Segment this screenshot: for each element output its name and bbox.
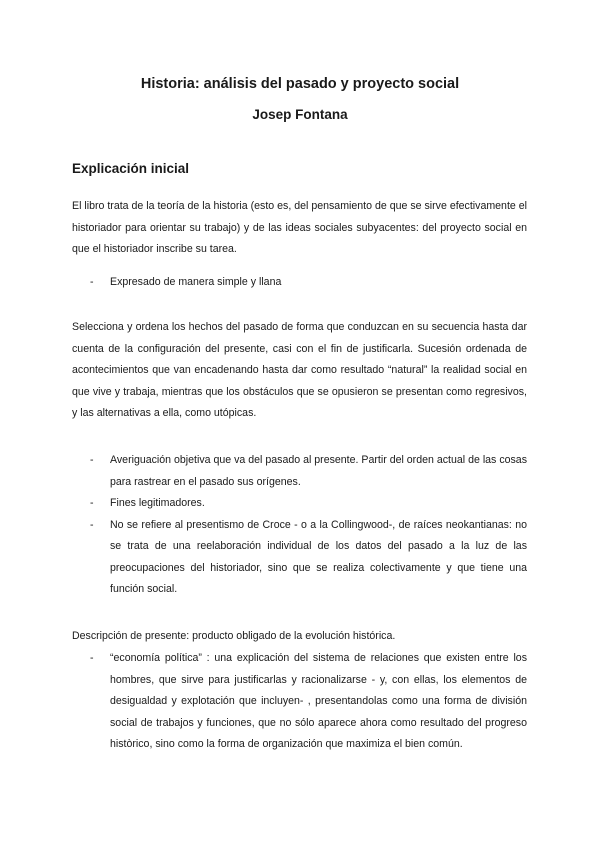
list-item [72, 515, 527, 601]
list-item-text: Fines legitimadores. [110, 497, 205, 509]
list-item [72, 493, 527, 515]
list-item-text: “economía política” : una explicación del sistema de relaciones que existen entre los hombres, que sirve para justificarlas y racionalizarse - y, con ellas, los elementos de desigualdad y explotación que incluyen- , presentandolas como una forma de división social de trabajos y funciones, que no sólo aparece ahora como resultado del progreso històrico, sino como la forma de organización que maximiza el bien común. [110, 652, 527, 750]
list-item-text: No se refiere al presentismo de Croce - o a la Collingwood-, de raíces neokantianas: no se trata de una reelaboración individual de los datos del pasado a la luz de las preocupaciones del historiador, sino que se realiza colectivamente y que tiene una función social. [110, 518, 527, 595]
bullet-dash: - [90, 518, 94, 531]
bullet-dash: - [90, 454, 94, 466]
list-item [72, 272, 527, 294]
list-item [72, 648, 527, 756]
list-item-text: Expresado de manera simple y llana [110, 276, 282, 288]
bullet-dash: - [90, 497, 94, 509]
bullet-list-1 [72, 272, 527, 294]
list-item [72, 450, 527, 493]
bullet-dash: - [90, 652, 94, 664]
paragraph-intro: El libro trata de la teoría de la historia (esto es, del pensamiento de que se sirve efectivamente el historiador para orientar su trabajo) y de las ideas sociales subyacentes: del proyecto social en que el historiador inscribe su tarea. [72, 200, 527, 255]
bullet-list-3 [72, 648, 527, 756]
document-title: Historia: análisis del pasado y proyecto social [140, 76, 460, 92]
section-heading: Explicación inicial [72, 161, 190, 176]
paragraph-selection: Selecciona y ordena los hechos del pasado de forma que conduzcan en su secuencia hasta dar cuenta de la configuración del presente, casi con el fin de justificarla. Sucesión ordenada de acontecimientos que van encadenando hasta dar como resultado “natural” la realidad social en que vive y trabaja, mientras que los obstáculos que se opusieron se presentan como regresivos, y las alternativas a ella, como utópicas. [72, 321, 527, 419]
list-item-text: Averiguación objetiva que va del pasado al presente. Partir del orden actual de las cosas para rastrear en el pasado sus orígenes. [110, 454, 527, 488]
paragraph-description: Descripción de presente: producto obligado de la evolución histórica. [72, 630, 396, 642]
bullet-dash: - [90, 276, 94, 288]
document-author: Josep Fontana [252, 107, 348, 122]
bullet-list-2 [72, 450, 527, 601]
